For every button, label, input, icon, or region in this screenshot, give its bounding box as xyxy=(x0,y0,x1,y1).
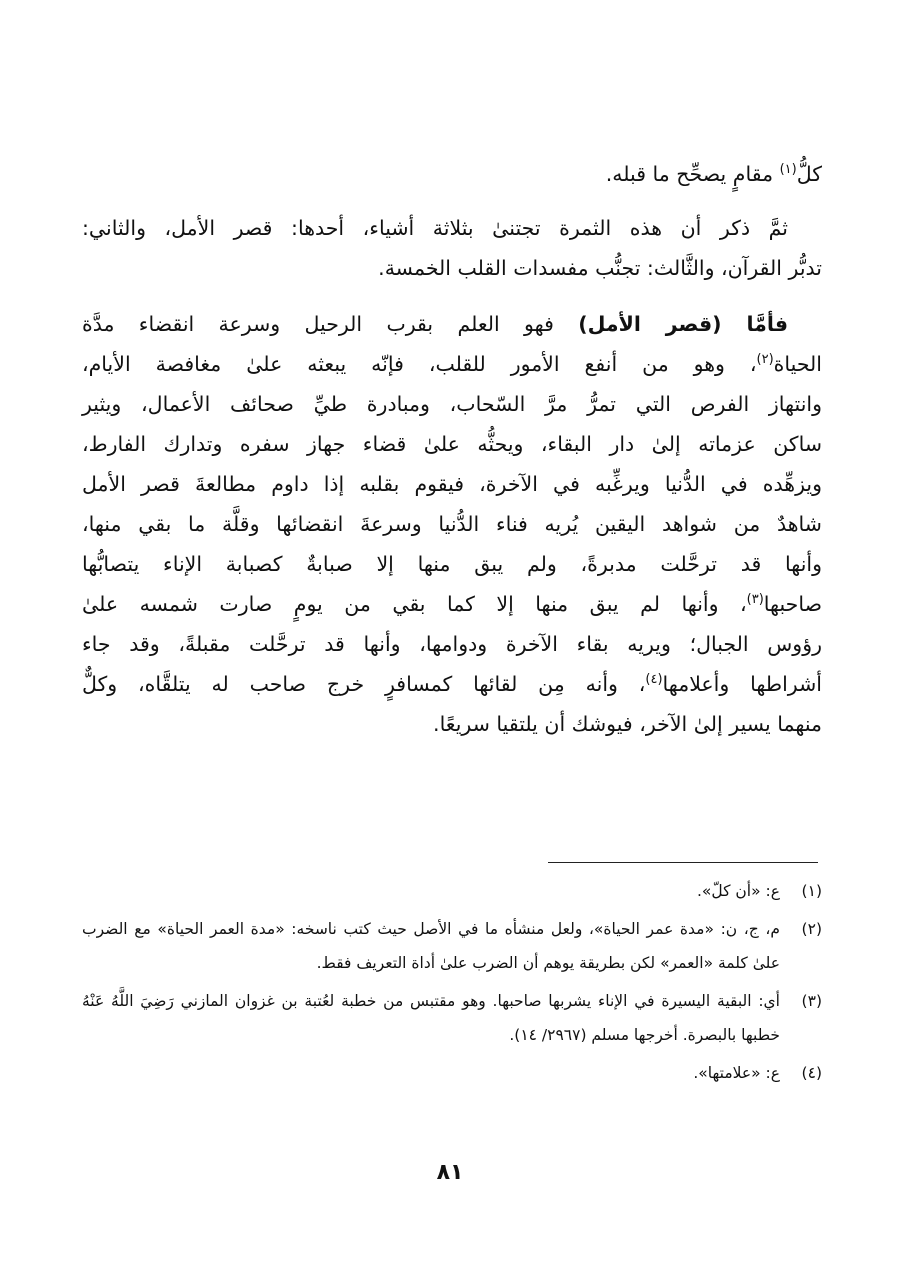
footnote-text: ع: «أن كلّ». xyxy=(696,882,780,900)
footnote-ref-4[interactable]: (٤) xyxy=(645,672,663,688)
p3-line-4: ساكن عزماته إلىٰ دار البقاء، ويحثُّه علىٰ قضاء جهاز سفره وتدارك الفارط، xyxy=(82,432,822,456)
p3-line-2 xyxy=(82,344,822,384)
p3-line-1 xyxy=(82,304,822,344)
footnote-1 xyxy=(82,874,822,908)
footnote-text: م، ج، ن: «مدة عمر الحياة»، ولعل منشأه ما في الأصل حيث كتب ناسخه: «مدة العمر الحياة» مع الضرب علىٰ كلمة «العمر» لكن بطريقة يوهم أن الضرب علىٰ أداة التعريف فقط. xyxy=(82,920,780,972)
p2-line-2: تدبُّر القرآن، والثَّالث: تجنُّب مفسدات القلب الخمسة. xyxy=(378,256,822,280)
footnote-ref-2[interactable]: (٢) xyxy=(756,352,774,368)
page-number: ٨١ xyxy=(436,1160,464,1185)
p3-line-2-rest: ، وهو من أنفع الأمور للقلب، فإنّه يبعثه علىٰ مغافصة الأيام، xyxy=(82,352,757,376)
p3-line-10-rest: ، وأنه مِن لقائها كمسافرٍ خرج صاحب له يتلقَّاه، وكلٌّ xyxy=(82,672,646,696)
main-text xyxy=(82,154,822,744)
footnote-number: (١) xyxy=(801,882,822,900)
footnote-text: أي: البقية اليسيرة في الإناء يشربها صاحبها. وهو مقتبس من خطبة لعُتبة بن غزوان المازني رَضِيَ اللَّهُ عَنْهُ خطبها بالبصرة. أخرجها مسلم (٢٩٦٧/ ١٤). xyxy=(82,992,780,1044)
footnote-separator xyxy=(548,862,818,863)
p3-line-6: شاهدٌ من شواهد اليقين يُريه فناء الدُّنيا وسرعةَ انقضائها وقلَّة ما بقي منها، xyxy=(82,512,822,536)
p3-line-5: ويزهِّده في الدُّنيا ويرغِّبه في الآخرة، فيقوم بقلبه إذا داوم مطالعةَ قصر الأمل xyxy=(82,472,822,496)
footnote-3 xyxy=(82,984,822,1052)
p3-line-7: وأنها قد ترحَّلت مدبرةً، ولم يبق منها إلا صبابةٌ كصبابة الإناء يتصابُّها xyxy=(82,552,822,576)
footnote-ref-1[interactable]: (١) xyxy=(779,162,797,178)
paragraph-2 xyxy=(82,208,822,288)
footnotes xyxy=(82,874,822,1094)
footnote-2 xyxy=(82,912,822,980)
p3-line-11: منهما يسير إلىٰ الآخر، فيوشك أن يلتقيا سريعًا. xyxy=(433,712,822,736)
p2-line-1: ثمَّ ذكر أن هذه الثمرة تجتنىٰ بثلاثة أشياء، أحدها: قصر الأمل، والثاني: xyxy=(82,216,788,240)
p3-line-9: رؤوس الجبال؛ ويريه بقاء الآخرة ودوامها، وأنها قد ترحَّلت مقبلةً، وقد جاء xyxy=(82,632,822,656)
footnote-number: (٢) xyxy=(801,920,822,938)
p1-text-end: مقامٍ يصحِّح ما قبله. xyxy=(605,162,780,186)
section-heading-short-hope: فأمَّا (قصر الأمل) xyxy=(578,312,788,336)
footnote-text: ع: «علامتها». xyxy=(693,1064,780,1082)
p3-line-8-start: صاحبها xyxy=(763,592,822,616)
footnote-ref-3[interactable]: (٣) xyxy=(746,592,764,608)
p3-line-10 xyxy=(82,664,822,704)
p3-line-8-rest: ، وأنها لم يبق منها إلا كما بقي من يومٍ صارت شمسه علىٰ xyxy=(82,592,747,616)
p3-line-10-start: أشراطها وأعلامها xyxy=(662,672,822,696)
page-body xyxy=(82,150,822,744)
footnote-number: (٣) xyxy=(801,992,822,1010)
p3-line-1-rest: فهو العلم بقرب الرحيل وسرعة انقضاء مدَّة xyxy=(82,312,579,336)
p3-line-8 xyxy=(82,584,822,624)
footnote-4 xyxy=(82,1056,822,1090)
footnote-number: (٤) xyxy=(801,1064,822,1082)
p3-line-3: وانتهاز الفرص التي تمرُّ مرَّ السّحاب، ومبادرة طيِّ صحائف الأعمال، ويثير xyxy=(82,392,822,416)
paragraph-1 xyxy=(82,154,822,194)
paragraph-3 xyxy=(82,304,822,744)
p1-text-start: كلُّ xyxy=(796,162,822,186)
p3-line-2-start: الحياة xyxy=(773,352,822,376)
